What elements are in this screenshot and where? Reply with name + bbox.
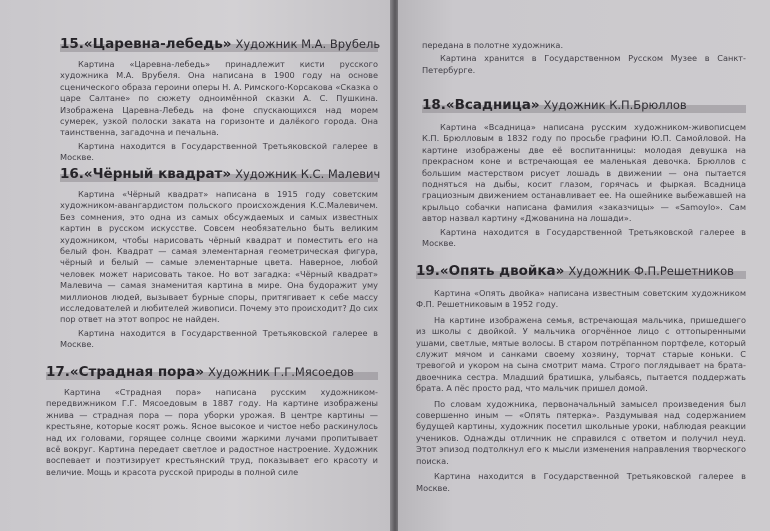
- section-number: 18.: [422, 97, 446, 113]
- section-17: [46, 363, 378, 478]
- section-19: [416, 262, 746, 494]
- paragraph: На картине изображена семья, встречающая мальчика, пришедшего из школы с двойкой. У мальчика огорчённое лицо с оттопыренными ушами, светлые, мятые волосы. В старом потрёпанном портфеле, который служит мячом и санками своему хозяину, торчат старые коньки. С тревогой и укором на сына смотрит мама. Строго поглядывает на брата-двоечника сестра. Младший братишка, улыбаясь, пытается поддержать брата. А пёс просто рад, что мальчик пришел домой.: [416, 314, 746, 394]
- section-heading: [422, 96, 746, 114]
- section-number: 16.: [60, 166, 84, 182]
- section-18: [422, 96, 746, 249]
- painting-title: «Чёрный квадрат»: [83, 166, 232, 182]
- section-16: [60, 165, 381, 351]
- artist-name: Художник Г.Г.Мясоедов: [207, 365, 354, 379]
- location-note: Картина находится в Государственной Третьяковской галерее в Москве.: [60, 327, 378, 350]
- section-heading: [60, 165, 381, 183]
- painting-title: «Опять двойка»: [439, 263, 565, 279]
- paragraph: передана в полотне художника.: [422, 40, 564, 50]
- painting-title: «Страдная пора»: [69, 364, 204, 380]
- section-number: 17.: [46, 364, 70, 380]
- artist-name: Художник М.А. Врубель: [235, 37, 381, 51]
- section-number: 19.: [416, 263, 440, 279]
- paragraph: Картина «Страдная пора» написана русским художником-передвижником Г.Г. Мясоедовым в 1887 году. На картине изображены жнива — страдная пора — пора уборки урожая. В центре картины — крестьяне, которые косят рожь. Ясное высокое и чистое небо раскинулось над их головами, горящее солнце своими жаркими лучами пропитывает всё вокруг. Картина передает светлое и радостное настроение. Художник воспевает и поэтизирует крестьянский труд, показывает его красоту и величие. Мощь и красота русской природы в полной силе: [46, 387, 378, 477]
- painting-title: «Всадница»: [445, 97, 540, 113]
- paragraph: Картина «Чёрный квадрат» написана в 1915 году советским художником-авангардистом польского происхождения К.С.Малевичем. Без сомнения, это одна из самых обсуждаемых и самых известных картин в русском искусстве. Совсем необязательно быть великим художником, чтобы нарисовать чёрный квадрат и поместить его на белый фон. Квадрат — самая элементарная геометрическая фигура, чёрный и белый — самые элементарные цвета. Наверное, любой человек может нарисовать такое. Но вот загадка: «Чёрный квадрат» Малевича — самая знаменитая картина в мире. Она будоражит уму миллионов людей, вызывает бурные споры, притягивает к себе массу исследователей и любителей живописи. Почему это происходит? До сих пор ответ на этот вопрос не найден.: [60, 189, 378, 325]
- artist-name: Художник К.С. Малевич: [235, 167, 381, 181]
- paragraph: Картина «Всадница» написана русским художником-живописцем К.П. Брюлловым в 1832 году по просьбе графини Ю.П. Самойловой. На картине изображены две её воспитанницы: молодая девушка на прекрасном коне и встречающая ее маленькая девочка. Брюллов с большим мастерством рисует лошадь в движении — она пытается подняться на дыбы, косит глазом, горячась и фыркая. Всадница грациозным движением останавливает ее. На ошейнике выбежавшей на крыльцо собачки написана фамилия «заказчицы» — «Samoylo». Сам автор назвал картину «Джованина на лошади».: [422, 122, 746, 224]
- section-heading: [46, 363, 378, 381]
- paragraph: Картина «Опять двойка» написана известным советским художником Ф.П. Решетниковым в 1952 году.: [416, 288, 746, 310]
- location-note: Картина находится в Государственной Третьяковской галерее в Москве.: [422, 226, 746, 249]
- section-15: [60, 35, 381, 164]
- location-note: Картина хранится в Государственном Русском Музее в Санкт-Петербурге.: [422, 53, 746, 75]
- artist-name: Художник К.П.Брюллов: [543, 98, 687, 112]
- paragraph: По словам художника, первоначальный замысел произведения был совершенно иным — «Опять пятерка». Раздумывая над содержанием будущей картины, художник посетил школьные уроки, наблюдая реакции учеников. Однажды отличник не справился с ответом и получил неуд. Этот эпизод подтолкнул его к мысли изменения направления творческого поиска.: [416, 398, 746, 466]
- section-number: 15.: [60, 36, 84, 52]
- right-page: [398, 0, 770, 531]
- paragraph: Картина «Царевна-лебедь» принадлежит кисти русского художника М.А. Врубеля. Она написана в 1900 году на основе сценического образа героини оперы Н. А. Римского-Корсакова «Сказка о царе Салтане» по сюжету одноимённой сказки А. С. Пушкина. Изображена Царевна-Лебедь на фоне спускающихся над морем сумерек, узкой полоски заката на горизонте и далёкого города. Она таинственна, загадочна и печальна.: [60, 59, 378, 138]
- painting-title: «Царевна-лебедь»: [83, 36, 232, 52]
- location-note: Картина находится в Государственной Третьяковской галерее в Москве.: [60, 140, 378, 163]
- location-note: Картина находится в Государственной Третьяковской галерее в Москве.: [416, 471, 746, 493]
- section-heading: [416, 262, 746, 280]
- section-heading: [60, 35, 381, 53]
- artist-name: Художник Ф.П.Решетников: [568, 264, 734, 278]
- section-17-continuation: [422, 40, 746, 76]
